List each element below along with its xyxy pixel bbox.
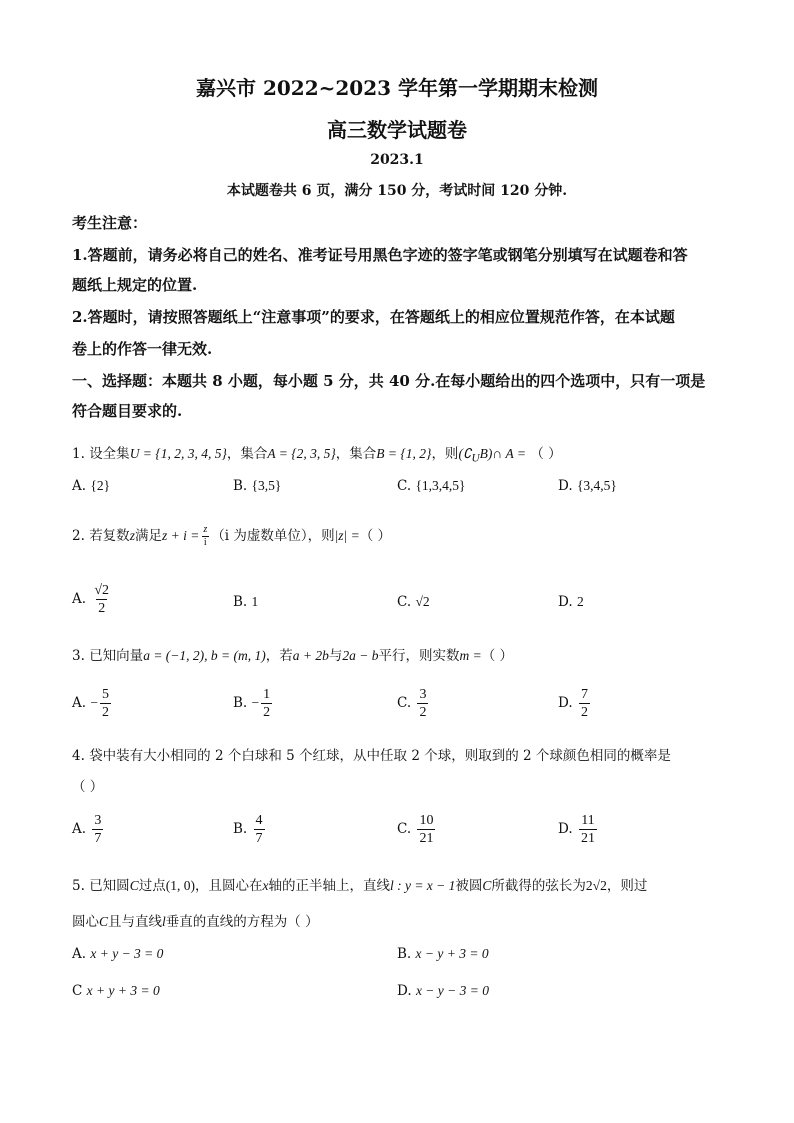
math-intersection: B)∩ A = [479, 446, 527, 461]
q5-option-d [397, 983, 489, 999]
question-text: 已知向量 [89, 648, 144, 664]
option-label: A. [72, 946, 87, 962]
fraction-denominator: 21 [580, 831, 595, 846]
option-label: A. [72, 821, 87, 837]
option-label: D. [558, 478, 573, 494]
question-text: 设全集 [89, 446, 130, 462]
option-label: B. [233, 478, 248, 494]
math-equation: z + i = [161, 528, 200, 543]
q4-option-a [72, 812, 105, 847]
q2-option-a [72, 582, 113, 617]
answer-blank: （ ） [359, 528, 392, 544]
math-chord: 2√2 [585, 878, 607, 893]
fraction-numerator: 5 [101, 687, 109, 702]
math-set-b: B = {1, 2} [376, 446, 432, 461]
exam-date: 2023.1 [370, 152, 424, 168]
answer-blank: （ ） [481, 648, 514, 664]
fraction-numerator: 4 [255, 813, 263, 828]
question-text: 若复数 [89, 528, 130, 544]
option-label: D. [558, 594, 573, 610]
notice-item-2-line-1: 2.答题时，请按照答题纸上“注意事项”的要求，在答题纸上的相应位置规范作答，在本试题 [72, 308, 675, 326]
fraction-numerator: 1 [263, 687, 271, 702]
option-fraction [417, 812, 435, 847]
answer-blank: （ ） [530, 446, 562, 462]
exam-subtitle: 高三数学试题卷 [327, 118, 467, 142]
answer-blank: （ ） [72, 779, 104, 795]
option-fraction [100, 686, 111, 721]
option-value: 2 [576, 594, 584, 609]
fraction-numerator: 3 [94, 813, 102, 828]
math-line: l : y = x − 1 [389, 878, 456, 893]
question-text: 袋中装有大小相同的 2 个白球和 5 个红球，从中任取 2 个球，则取到的 2 个球颜色相同的概率是 [89, 748, 671, 764]
question-4 [72, 744, 671, 764]
math-fraction [201, 524, 209, 549]
question-text: ，集合 [226, 446, 268, 462]
option-label: B. [397, 946, 412, 962]
option-value: x − y − 3 = 0 [415, 983, 490, 998]
notice-heading: 考生注意： [72, 214, 148, 232]
question-text: 轴的正半轴上，直线 [268, 878, 390, 894]
question-text: 过点 [138, 878, 166, 894]
option-fraction [261, 686, 272, 721]
q5-option-a [72, 946, 163, 962]
option-fraction [417, 686, 428, 721]
fraction-denominator: 2 [263, 705, 271, 720]
question-number: 4. [72, 748, 85, 764]
option-label: C. [397, 821, 412, 837]
fraction-numerator: √2 [94, 583, 110, 598]
fraction-numerator: 3 [419, 687, 427, 702]
fraction-numerator: 11 [581, 813, 595, 828]
question-text: 所截得的弦长为 [491, 878, 586, 894]
option-value: √2 [415, 594, 430, 609]
q1-option-a [72, 478, 110, 494]
question-text: 已知圆 [89, 878, 130, 894]
math-expression [458, 446, 527, 465]
question-number: 5. [72, 878, 85, 894]
math-circle-c: C [129, 878, 139, 893]
notice-item-2-line-2: 卷上的作答一律无效. [72, 340, 213, 358]
math-set-u: U = {1, 2, 3, 4, 5} [129, 446, 227, 461]
q3-option-d [558, 686, 592, 721]
math-circle-c: C [482, 878, 492, 893]
fraction-denominator: 2 [101, 705, 109, 720]
math-set-a: A = {2, 3, 5} [267, 446, 336, 461]
question-1 [72, 442, 562, 465]
option-value: {2} [90, 478, 111, 493]
fraction-denominator: 7 [94, 831, 102, 846]
q3-option-b [233, 686, 274, 721]
option-label: D. [558, 821, 573, 837]
q5-option-b [397, 946, 489, 962]
math-m: m = [459, 648, 482, 663]
question-text: 圆心 [72, 914, 99, 930]
question-text: ，则 [431, 446, 459, 462]
fraction-numerator: 10 [419, 813, 434, 828]
option-fraction [579, 686, 590, 721]
notice-item-1-line-1: 1.答题前，请务必将自己的姓名、准考证号用黑色字迹的签字笔或钢笔分别填写在试题卷和答 [72, 246, 688, 264]
q3-option-c [397, 686, 430, 721]
option-sign: − [90, 695, 98, 710]
question-2 [72, 524, 391, 549]
question-number: 3. [72, 648, 85, 664]
option-fraction [92, 582, 111, 617]
question-text: 被圆 [455, 878, 483, 894]
q2-option-c [397, 594, 430, 610]
fraction-denominator: 21 [419, 831, 434, 846]
option-fraction [579, 812, 597, 847]
q2-option-d [558, 594, 584, 610]
option-value: 1 [251, 594, 259, 609]
q1-option-c [397, 478, 466, 494]
question-text: 满足 [134, 528, 162, 544]
option-label: C. [397, 478, 412, 494]
option-label: B. [233, 695, 248, 711]
q3-option-a [72, 686, 113, 721]
option-label: B. [233, 594, 248, 610]
question-text: ，集合 [335, 446, 377, 462]
option-label: C. [397, 594, 412, 610]
fraction-denominator: 2 [580, 705, 588, 720]
option-value: {3,5} [251, 478, 282, 493]
option-label: A. [72, 695, 87, 711]
math-vectors: a = (−1, 2), b = (m, 1) [143, 648, 266, 663]
option-label: D. [397, 983, 412, 999]
question-text: 与 [328, 648, 343, 664]
fraction-denominator: 2 [98, 601, 106, 616]
option-label: C. [397, 695, 412, 711]
q4-option-c [397, 812, 437, 847]
math-abs-z: |z| = [334, 528, 360, 543]
exam-info: 本试题卷共 6 页，满分 150 分，考试时间 120 分钟. [226, 183, 568, 199]
option-fraction [92, 812, 103, 847]
question-number: 2. [72, 528, 85, 544]
option-sign: − [251, 695, 260, 710]
q5-option-c [72, 983, 160, 999]
fraction-numerator: 7 [580, 687, 588, 702]
question-text: 垂直的直线的方程为（ ） [165, 914, 319, 930]
option-label: A. [72, 478, 87, 494]
q1-option-d [558, 478, 617, 494]
question-number: 1. [72, 446, 85, 462]
option-label: D. [558, 695, 573, 711]
option-value: {3,4,5} [576, 478, 617, 493]
fraction-denominator: 2 [419, 705, 427, 720]
option-value: x − y + 3 = 0 [415, 946, 489, 961]
math-vector-diff: 2a − b [342, 648, 379, 663]
fraction-denominator: i [203, 537, 207, 548]
math-l: l [162, 914, 166, 929]
question-text: ，则过 [606, 878, 648, 894]
question-3 [72, 644, 513, 664]
math-x: x [262, 878, 269, 893]
math-circle-c: C [99, 914, 109, 929]
option-label: C [72, 983, 83, 999]
exam-title: 嘉兴市 2022~2023 学年第一学期期末检测 [195, 76, 598, 100]
q2-option-b [233, 594, 258, 610]
q1-option-b [233, 478, 281, 494]
option-value: x + y − 3 = 0 [90, 946, 164, 961]
section-heading-line-2: 符合题目要求的. [72, 402, 183, 420]
notice-item-1-line-2: 题纸上规定的位置. [72, 276, 198, 294]
option-fraction [254, 812, 265, 847]
fraction-denominator: 7 [255, 831, 263, 846]
option-label: A. [72, 591, 87, 607]
section-heading-line-1: 一、选择题：本题共 8 小题，每小题 5 分，共 40 分.在每小题给出的四个选项中，只有一项是 [72, 372, 706, 390]
question-5-line-2 [72, 910, 319, 930]
question-text: （i 为虚数单位），则 [211, 528, 335, 544]
fraction-numerator: z [203, 524, 208, 535]
math-point: (1, 0) [165, 878, 195, 893]
question-text: ，且圆心在 [194, 878, 263, 894]
question-text: 平行，则实数 [378, 648, 460, 664]
math-vector-sum: a + 2b [292, 648, 329, 663]
question-text: ，若 [265, 648, 293, 664]
math-z: z [129, 528, 135, 543]
question-5 [72, 874, 647, 894]
question-text: 且与直线 [108, 914, 163, 930]
q4-option-d [558, 812, 599, 847]
option-label: B. [233, 821, 248, 837]
math-subscript: U [471, 452, 480, 465]
option-value: {1,3,4,5} [415, 478, 466, 493]
q4-option-b [233, 812, 267, 847]
math-complement: (∁ [458, 446, 472, 461]
option-value: x + y + 3 = 0 [86, 983, 160, 998]
